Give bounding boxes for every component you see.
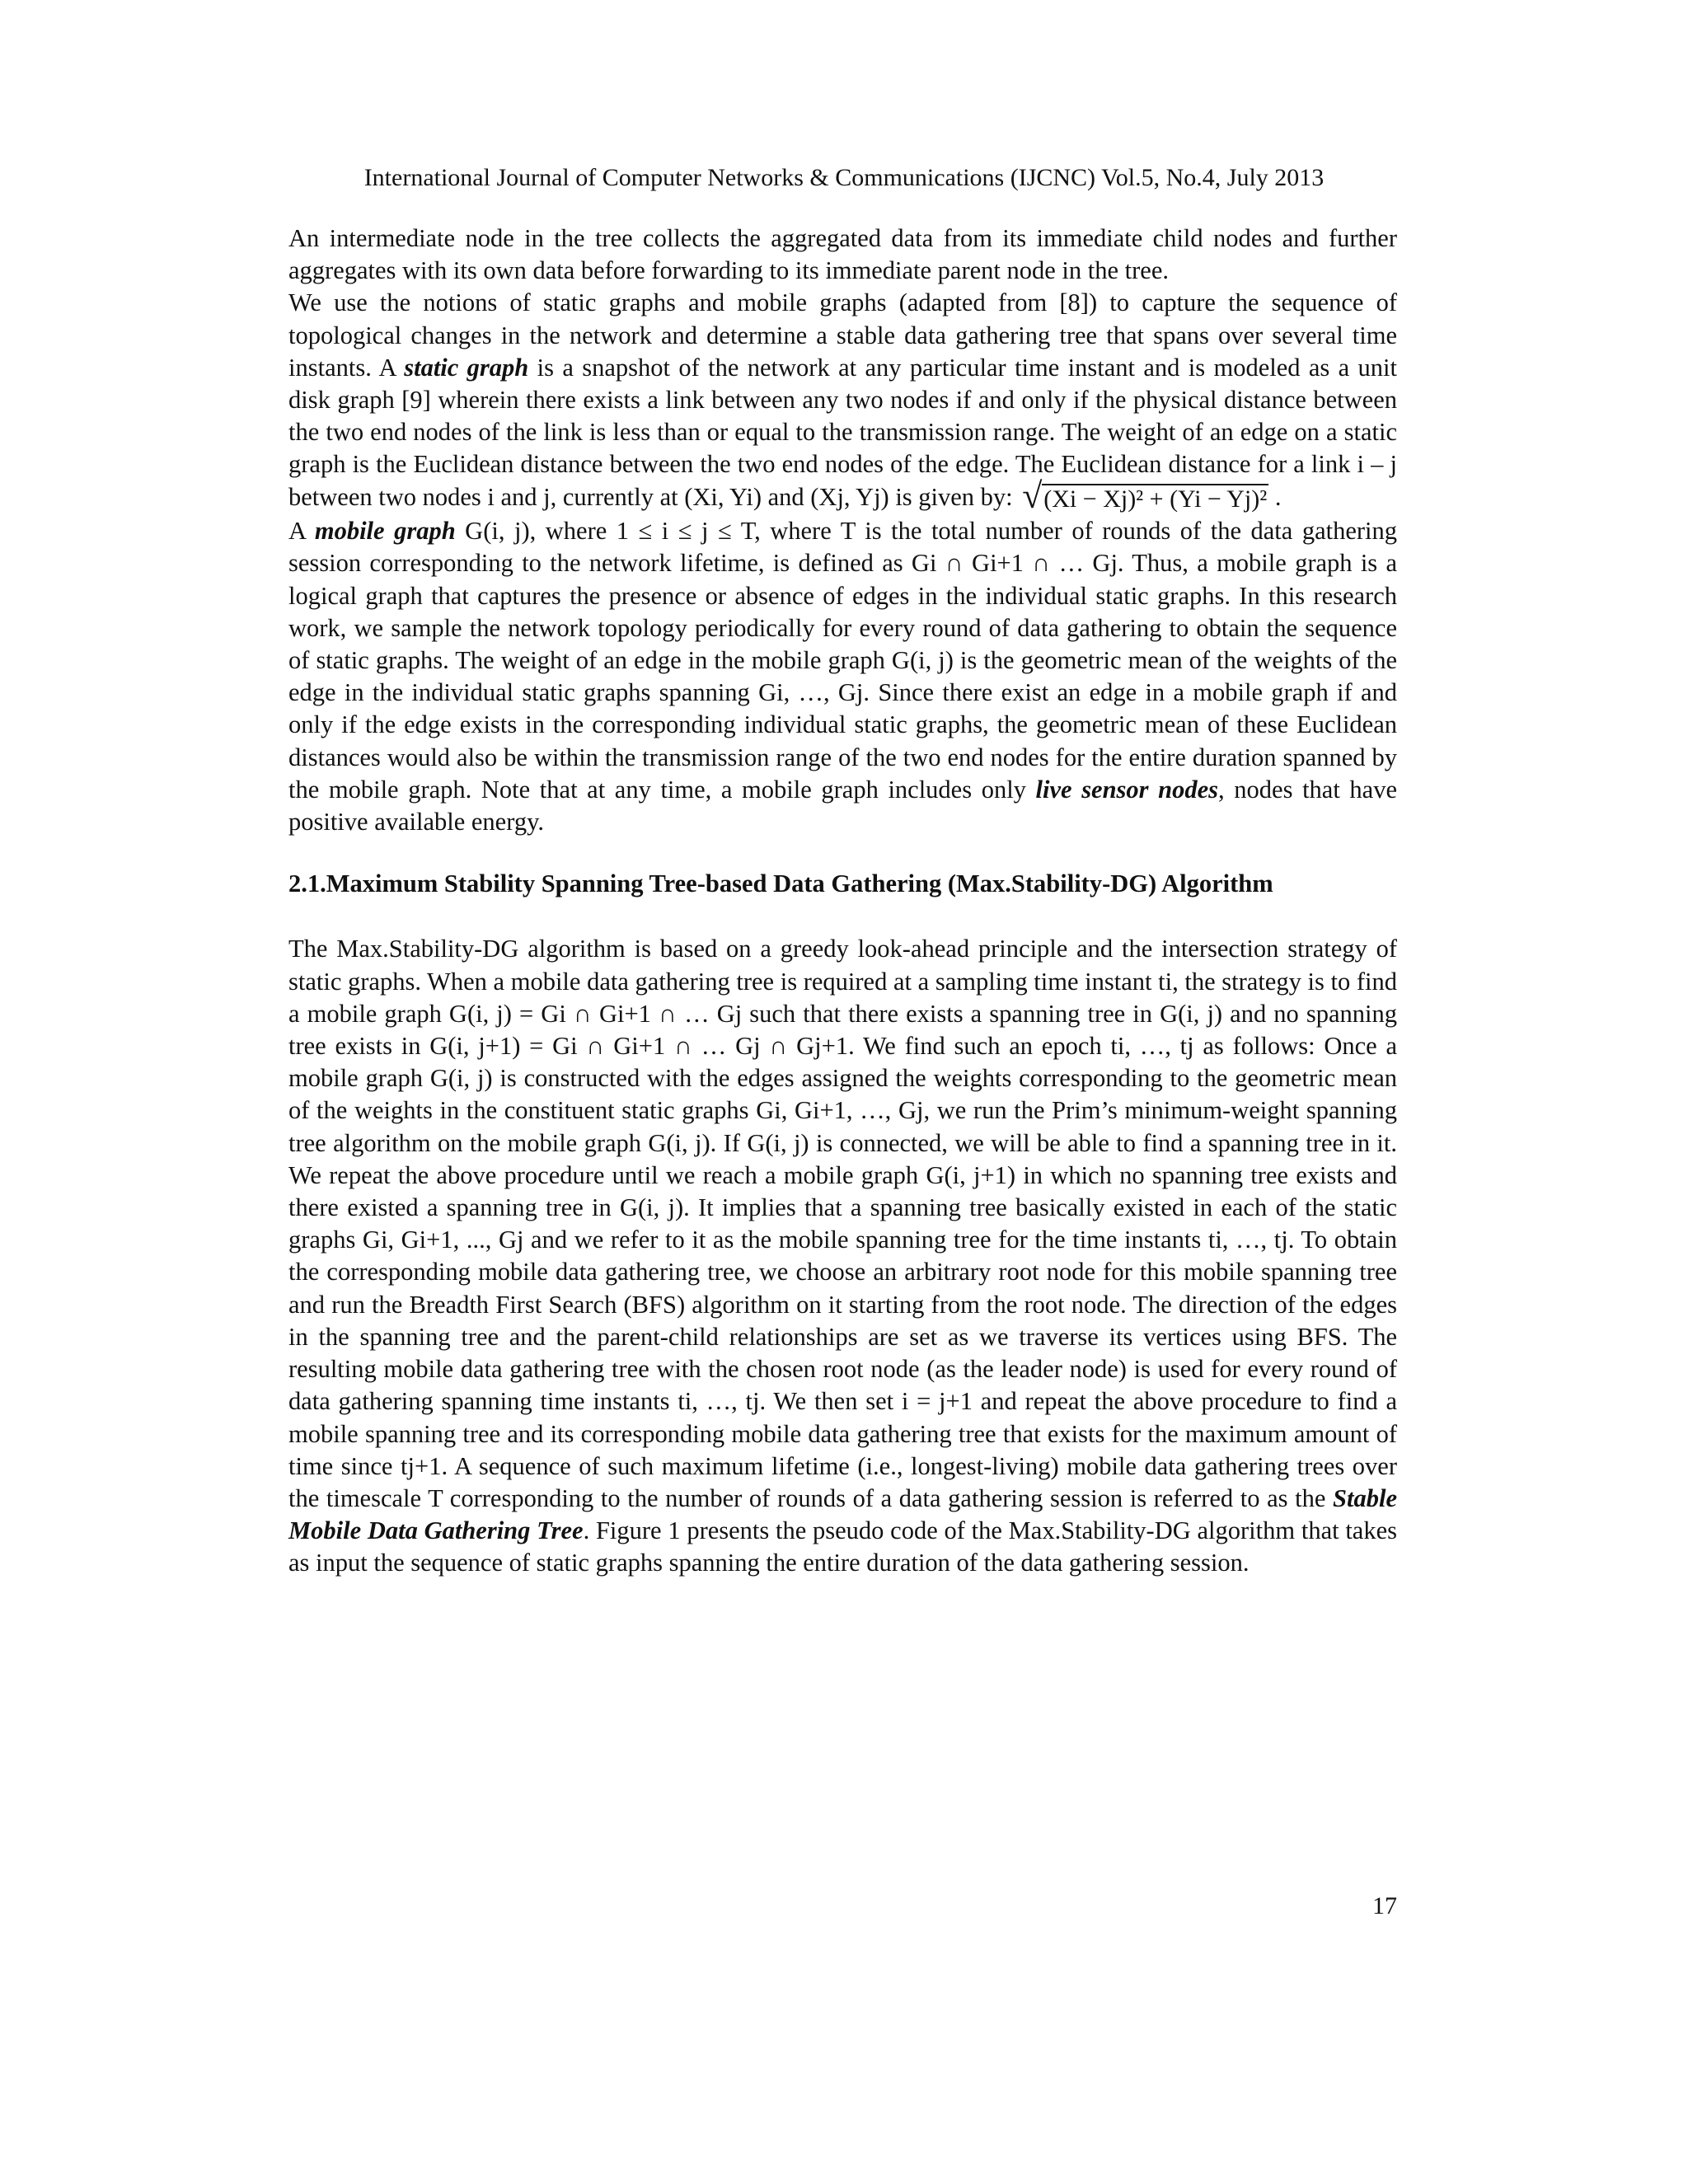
paragraph-intermediate-node: An intermediate node in the tree collects the aggregated data from its immediate child nodes and further aggregates with its own data before forwarding to its immediate parent node in the tree.: [288, 224, 1397, 285]
term-static-graph: static graph: [404, 353, 529, 382]
euclidean-distance-formula: √ (Xi − Xj)² + (Yi − Yj)²: [1022, 476, 1268, 517]
static-graph-text-a: We use the notions of static graphs and mobile graphs (adapted from [8]) to capture the sequence of topological changes in the network and determine a stable data gathering tree that spans over several time instants. A: [288, 288, 1397, 382]
paragraph-algorithm: [288, 933, 1397, 1579]
static-graph-body: is a snapshot of the network at any particular time instant and is modeled as a unit disk graph [9] wherein there exists a link between any two nodes if and only if the physical distance between the two end nodes of the link is less than or equal to the transmission range. The weight of an edge on a static graph is the Euclidean distance between the two end nodes of the edge. The Euclidean distance for a link i – j between two nodes i and j, currently at: [288, 353, 1397, 511]
term-live-sensor-nodes: live sensor nodes: [1035, 775, 1219, 804]
formula-lead-text: (Xi, Yi) and (Xj, Yj) is given by:: [684, 482, 1020, 511]
static-graph-text-b-body: is a snapshot of the network at any particular time instant and is modeled as a unit disk graph [9] wherein there exists a link between any two nodes if and only if the physical distance between the two end nodes of the link is less than or equal to the transmission range. The weight of an edge on a static graph is the Euclidean distance between the two end nodes of the edge. The Euclidean distance for a link i – j between two nodes i and j, currently at (Xi, Yi) and (Xj, Yj) is given by: √ (Xi − Xj)² + (Yi − Yj)² .: [288, 353, 1397, 517]
term-stable-tree: Stable Mobile Data Gathering Tree: [288, 1483, 1397, 1545]
paragraph-static-graph: [288, 287, 1397, 515]
paragraph-mobile-graph: [288, 515, 1397, 838]
algorithm-text-a: The Max.Stability-DG algorithm is based on a greedy look-ahead principle and the intersection strategy of static graphs. When a mobile data gathering tree is required at a sampling time instant ti, the strategy is to find a mobile graph G(i, j) = Gi ∩ Gi+1 ∩ … Gj such that there exists a spanning tree in G(i, j) and no spanning tree exists in G(i, j+1) = Gi ∩ Gi+1 ∩ … Gj ∩ Gj+1. We find such an epoch ti, …, tj as follows: Once a mobile graph G(i, j) is constructed with the edges assigned the weights corresponding to the geometric mean of the weights in the constituent static graphs Gi, Gi+1, …, Gj, we run the Prim’s minimum-weight spanning tree algorithm on the mobile graph G(i, j). If G(i, j) is connected, we will be able to find a spanning tree in it. We repeat the above procedure until we reach a mobile graph G(i, j+1) in which no spanning tree exists and there existed a spanning tree in G(i, j). It implies that a spanning tree basically existed in each of the static graphs Gi, Gi+1, ..., Gj and we refer to it as the mobile spanning tree for the time instants ti, …, tj. To obtain the corresponding mobile data gathering tree, we choose an arbitrary root node for this mobile spanning tree and run the Breadth First Search (BFS) algorithm on it starting from the root node. The direction of the edges in the spanning tree and the parent-child relationships are set as we traverse its vertices using BFS. The resulting mobile data gathering tree with the chosen root node (as the leader node) is used for every round of data gathering spanning time instants ti, …, tj. We then set i = j+1 and repeat the above procedure to find a mobile spanning tree and its corresponding mobile data gathering tree that exists for the maximum amount of time since tj+1. A sequence of such maximum lifetime (i.e., longest-living) mobile data gathering trees over the timescale T corresponding to the number of rounds of a data gathering session is referred to as the: [288, 935, 1397, 1512]
algorithm-text-b: . Figure 1 presents the pseudo code of the Max.Stability-DG algorithm that takes as input the sequence of static graphs spanning the entire duration of the data gathering session.: [288, 1516, 1397, 1577]
journal-header: International Journal of Computer Networks & Communications (IJCNC) Vol.5, No.4, July 2013: [363, 164, 1325, 191]
page-number: 17: [1372, 1892, 1397, 1919]
section-heading: 2.1.Maximum Stability Spanning Tree-based Data Gathering (Max.Stability-DG) Algorithm: [288, 869, 1273, 898]
mobile-graph-text-b: G(i, j), where 1 ≤ i ≤ j ≤ T, where T is the total number of rounds of the data gathering session corresponding to the network lifetime, is defined as Gi ∩ Gi+1 ∩ … Gj. Thus, a mobile graph is a logical graph that captures the presence or absence of edges in the individual static graphs. In this research work, we sample the network topology periodically for every round of data gathering to obtain the sequence of static graphs. The weight of an edge in the mobile graph G(i, j) is the geometric mean of the weights of the edge in the individual static graphs spanning Gi, …, Gj. Since there exist an edge in a mobile graph if and only if the edge exists in the corresponding individual static graphs, the geometric mean of these Euclidean distances would also be within the transmission range of the two end nodes for the entire duration spanned by the mobile graph. Note that at any time, a mobile graph includes only: [288, 517, 1397, 804]
body-text: [288, 223, 1397, 1580]
mobile-graph-text-c: , nodes that have positive available energy.: [288, 775, 1397, 837]
term-mobile-graph: mobile graph: [314, 517, 456, 546]
mobile-graph-text-a: A: [288, 517, 315, 546]
